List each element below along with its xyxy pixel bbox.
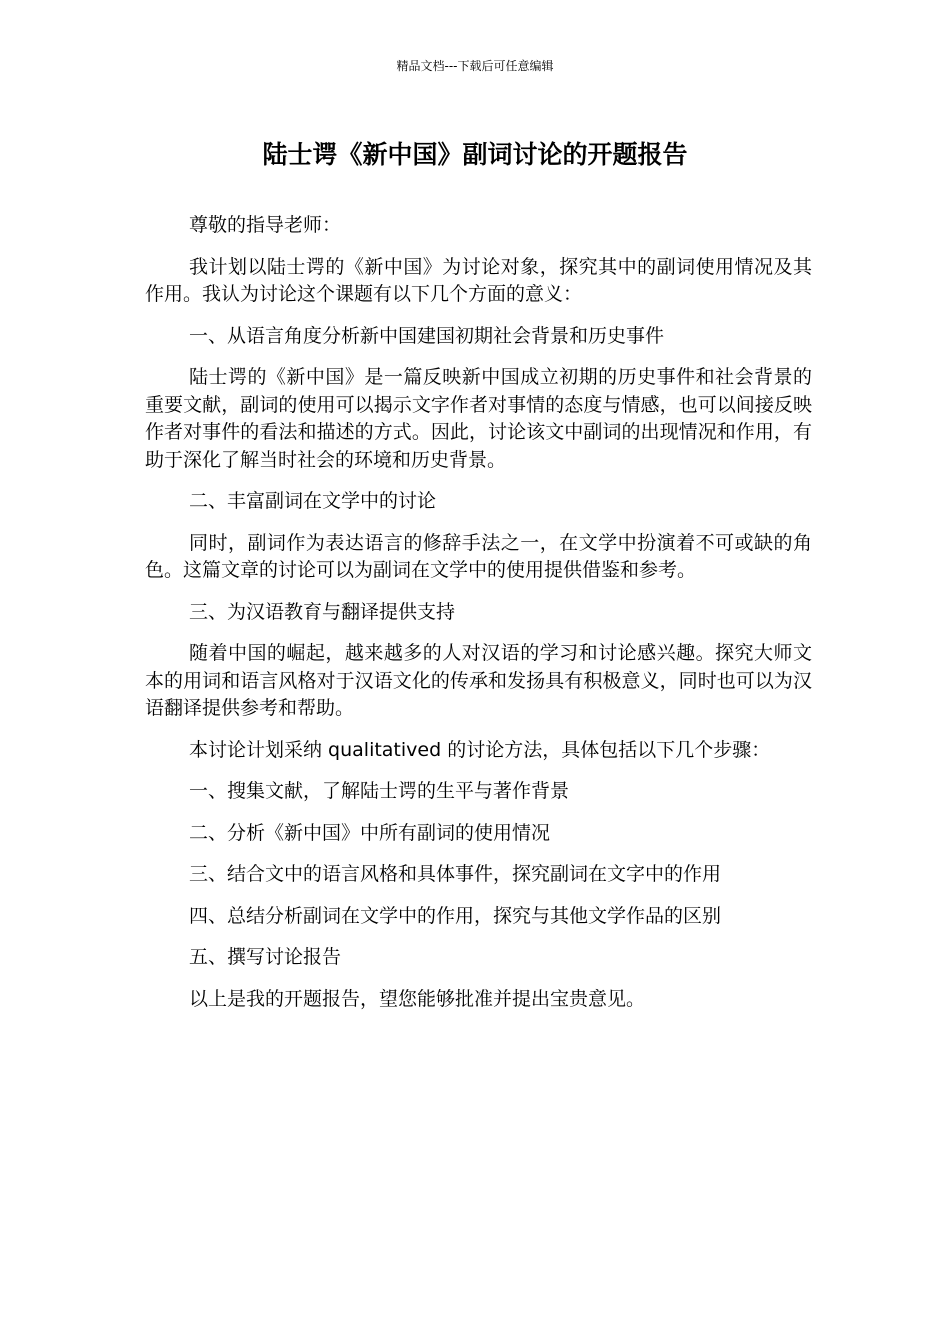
step-item: 五、撰写讨论报告: [189, 946, 342, 968]
step-item: 一、搜集文献，了解陆士谔的生平与著作背景: [189, 780, 570, 802]
document-title: 陆士谔《新中国》副词讨论的开题报告: [262, 140, 688, 169]
step-item: 二、分析《新中国》中所有副词的使用情况: [189, 821, 551, 844]
step-item: 三、结合文中的语言风格和具体事件，探究副词在文字中的作用: [189, 863, 722, 885]
salutation: 尊敬的指导老师：: [189, 214, 342, 236]
paragraph: 同时，副词作为表达语言的修辞手法之一，在文学中扮演着不可或缺的角色。这篇文章的讨论可以为副词在文学中的使用提供借鉴和参考。: [145, 531, 812, 581]
document-body: [145, 212, 812, 1027]
header-note: 精品文档---下载后可任意编辑: [396, 59, 554, 73]
closing-paragraph: 以上是我的开题报告，望您能够批准并提出宝贵意见。: [189, 987, 646, 1010]
step-item: 四、总结分析副词在文学中的作用，探究与其他文学作品的区别: [189, 904, 722, 927]
section-heading: 三、为汉语教育与翻译提供支持: [189, 600, 456, 623]
section-heading: 一、从语言角度分析新中国建国初期社会背景和历史事件: [189, 324, 665, 347]
paragraph: 我计划以陆士谔的《新中国》为讨论对象，探究其中的副词使用情况及其作用。我认为讨论这个课题有以下几个方面的意义：: [145, 255, 812, 305]
paragraph: 随着中国的崛起，越来越多的人对汉语的学习和讨论感兴趣。探究大师文本的用词和语言风格对于汉语文化的传承和发扬具有积极意义，同时也可以为汉语翻译提供参考和帮助。: [145, 642, 812, 719]
paragraph: 本讨论计划采纳 qualitatived 的讨论方法，具体包括以下几个步骤：: [189, 738, 771, 761]
paragraph: 陆士谔的《新中国》是一篇反映新中国成立初期的历史事件和社会背景的重要文献，副词的使用可以揭示文字作者对事情的态度与情感，也可以间接反映作者对事件的看法和描述的方式。因此，讨论该文中副词的出现情况和作用，有助于深化了解当时社会的环境和历史背景。: [145, 366, 812, 471]
section-heading: 二、丰富副词在文学中的讨论: [189, 490, 437, 512]
